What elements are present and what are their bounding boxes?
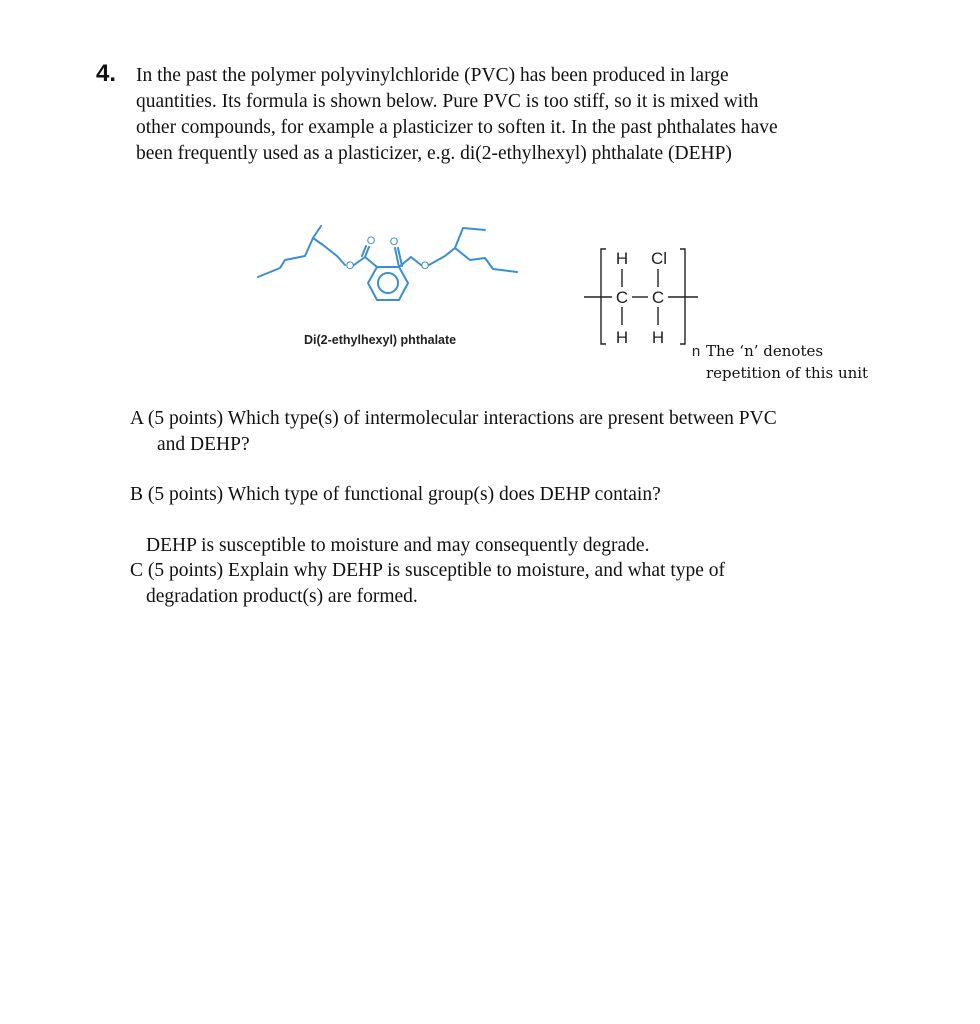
- hydrogen-atom: H: [651, 328, 665, 347]
- question-intro: [136, 63, 876, 167]
- part-a-question: [130, 406, 777, 458]
- dehp-caption: Di(2-ethylhexyl) phthalate: [304, 333, 457, 347]
- pvc-repeat-unit-diagram: [576, 244, 706, 364]
- intro-line: In the past the polymer polyvinylchloride (PVC) has been produced in large: [136, 65, 729, 86]
- part-b-question: [130, 482, 661, 508]
- carbon-atom: C: [615, 288, 629, 307]
- part-c-line: degradation product(s) are formed.: [146, 586, 418, 607]
- dehp-structure-diagram: [255, 212, 535, 322]
- left-ethyl-branch: [313, 226, 321, 238]
- ester-oxygen-label: O: [420, 260, 430, 272]
- right-ethyl-branch: [455, 228, 485, 248]
- part-c-question: [130, 558, 725, 610]
- hydrogen-atom: H: [615, 328, 629, 347]
- intro-line: other compounds, for example a plasticizer to soften it. In the past phthalates have: [136, 117, 778, 138]
- part-c-line: C (5 points) Explain why DEHP is susceptible to moisture, and what type of: [130, 560, 726, 581]
- part-a-line: A (5 points) Which type(s) of intermolecular interactions are present between PVC: [130, 408, 777, 429]
- note-line: repetition of this unit: [706, 364, 869, 382]
- benzene-aromatic-circle: [378, 273, 398, 293]
- chlorine-atom: Cl: [650, 249, 668, 268]
- carbon-atom: C: [651, 288, 665, 307]
- part-a-line: and DEHP?: [157, 434, 250, 455]
- intro-line: been frequently used as a plasticizer, e.g. di(2-ethylhexyl) phthalate (DEHP): [136, 143, 732, 164]
- ester-oxygen-label: O: [345, 260, 355, 272]
- right-alkyl-chain: [429, 248, 517, 272]
- carbonyl-oxygen-label: O: [389, 236, 399, 248]
- repeat-subscript-n: n: [691, 343, 701, 360]
- left-alkyl-chain: [258, 238, 345, 277]
- hydrogen-atom: H: [615, 249, 629, 268]
- carbonyl-oxygen-label: O: [366, 235, 376, 247]
- question-number: 4.: [96, 60, 117, 87]
- note-line: The ‘n’ denotes: [706, 342, 824, 360]
- intro-line: quantities. Its formula is shown below. Pure PVC is too stiff, so it is mixed with: [136, 91, 759, 112]
- part-c-context: DEHP is susceptible to moisture and may consequently degrade.: [146, 535, 650, 556]
- left-ester-link: [354, 257, 377, 267]
- benzene-ring: [368, 267, 408, 300]
- pvc-repeat-note: [706, 340, 868, 384]
- part-b-line: B (5 points) Which type of functional group(s) does DEHP contain?: [130, 484, 661, 505]
